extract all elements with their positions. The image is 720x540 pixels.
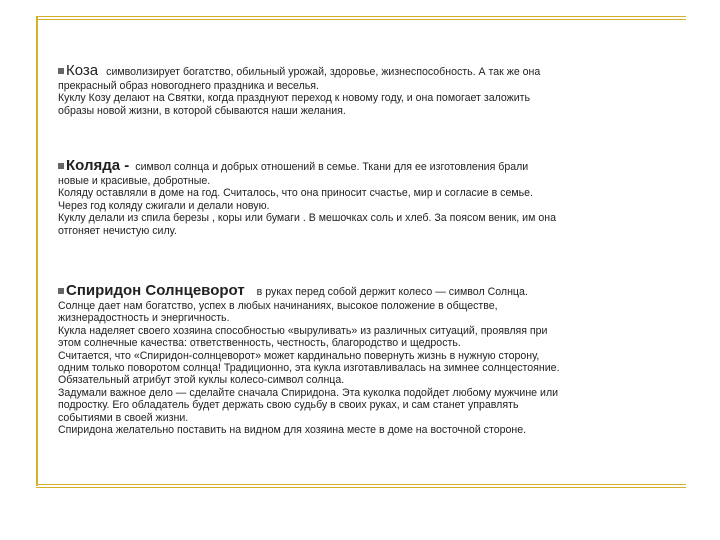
body-line: этом солнечные качества: ответственность, честность, благородство и щедрость. <box>58 337 461 350</box>
body-line: прекрасный образ новогоднего праздника и веселья. <box>58 80 319 92</box>
body-line: Спиридона желательно поставить на видном для хозяина месте в доме на восточной стороне. <box>58 424 527 437</box>
section-title: Коляда - <box>66 157 130 174</box>
body-line: Кукла наделяет своего хозяина способностью «выруливать» из различных ситуаций, проявляя при <box>58 324 548 337</box>
square-bullet-icon <box>58 288 64 294</box>
body-line: Солнце дает нам богатство, успех в любых начинаниях, высокое положение в обществе, <box>58 300 498 312</box>
section-lead-text: символ солнца и добрых отношений в семье. Ткани для ее изготовления брали <box>135 161 529 173</box>
body-line: жизнерадостность и энергичность. <box>58 312 230 325</box>
body-line: Куклу делали из спила березы , коры или бумаги . В мешочках соль и хлеб. За поясом веник, им она <box>58 212 556 225</box>
section-title: Спиридон Солнцеворот <box>66 282 245 299</box>
slide-frame-bottom-rule <box>36 484 686 488</box>
body-line: новые и красивые, добротные. <box>58 175 211 187</box>
slide-frame-top-rule <box>36 16 686 20</box>
square-bullet-icon <box>58 163 64 169</box>
body-line: отгоняет нечистую силу. <box>58 224 177 237</box>
slide-frame-left-rule <box>36 16 38 486</box>
section-heading <box>58 282 683 300</box>
body-line: событиями в своей жизни. <box>58 411 189 424</box>
section-heading <box>58 62 683 80</box>
body-line: подростку. Его обладатель будет держать свою судьбу в своих руках, и сам станет управлять <box>58 399 519 412</box>
section-koza <box>58 62 683 117</box>
square-bullet-icon <box>58 68 64 74</box>
body-line: Куклу Козу делают на Святки, когда празднуют переход к новому году, и она помогает заложить <box>58 92 531 105</box>
body-line: Через год коляду сжигали и делали новую. <box>58 199 270 212</box>
section-heading <box>58 157 683 175</box>
body-line: одним только поворотом солнца! Традиционно, эта кукла изготавливалась на зимнее солнцестояние. <box>58 362 560 375</box>
section-title: Коза <box>66 62 99 79</box>
section-spiridon <box>58 282 683 436</box>
section-lead-text: в руках перед собой держит колесо — символ Солнца. <box>256 286 528 298</box>
section-kolyada <box>58 157 683 237</box>
body-line: Считается, что «Спиридон-солнцеворот» может кардинально повернуть жизнь в нужную сторону, <box>58 349 540 362</box>
body-line: Задумали важное дело — сделайте сначала Спиридона. Эта куколка подойдет любому мужчине или <box>58 386 559 399</box>
body-line: образы новой жизни, в которой сбываются наши желания. <box>58 104 346 117</box>
section-lead-text: символизирует богатство, обильный урожай, здоровье, жизнеспособность. А так же она <box>106 66 541 78</box>
body-line: Обязательный атрибут этой куклы колесо-символ солнца. <box>58 374 345 387</box>
body-line: Коляду оставляли в доме на год. Считалось, что она приносит счастье, мир и согласие в семье. <box>58 187 533 200</box>
